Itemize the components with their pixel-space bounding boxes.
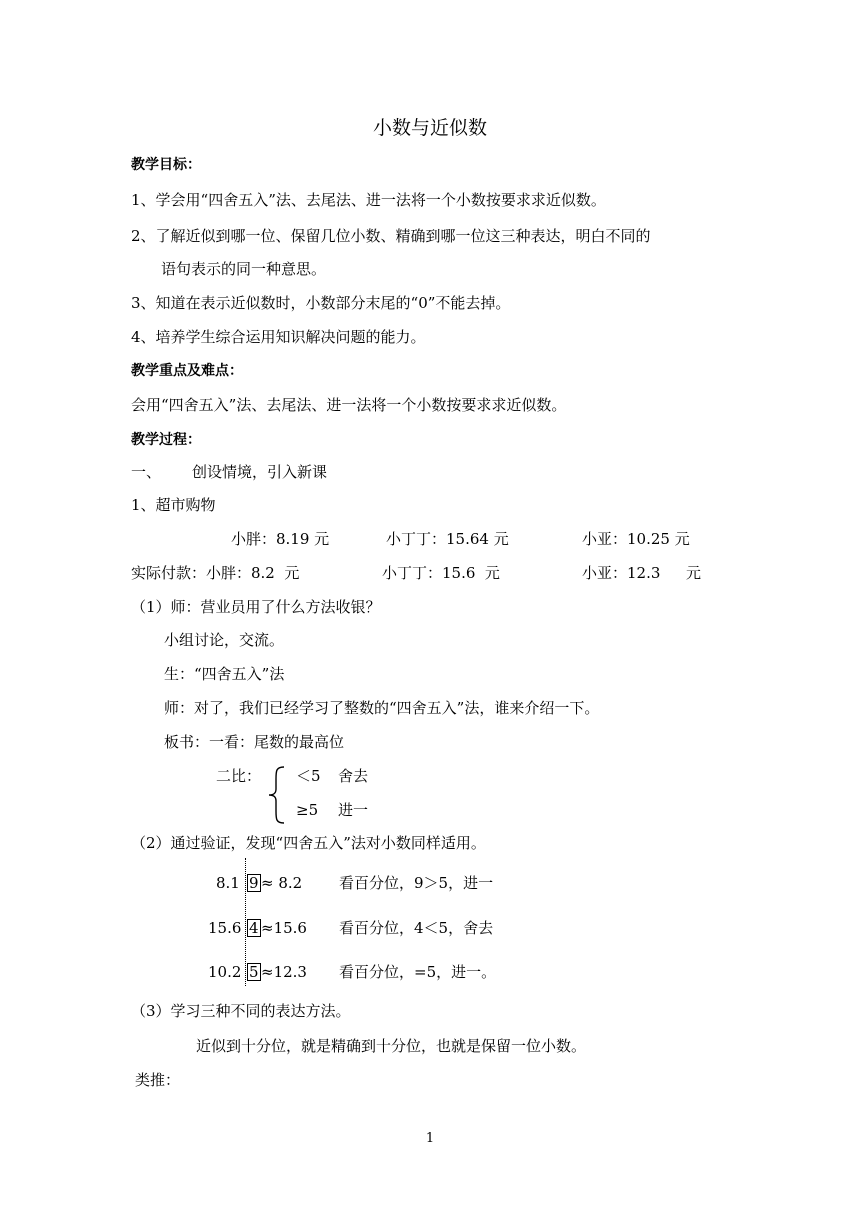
- question-3: （3）学习三种不同的表达方法。: [131, 1002, 351, 1020]
- paid-xiaodingding: 小丁丁：15.6 元: [382, 564, 500, 582]
- verify-row-3-digit: 5: [249, 963, 259, 981]
- verify-row-3-note: 看百分位，=5，进一。: [339, 963, 497, 981]
- section1-title: 创设情境，引入新课: [192, 463, 328, 481]
- paid-xiaopang: 实际付款：小胖：8.2 元: [131, 564, 300, 582]
- verify-row-1-note: 看百分位，9＞5，进一: [339, 874, 494, 892]
- objectives-heading: 教学目标：: [131, 157, 201, 173]
- keypoints-heading: 教学重点及难点：: [131, 363, 243, 379]
- paid-xiaoya: 小亚：12.3: [582, 564, 661, 582]
- q1-line-3: 师：对了，我们已经学习了整数的“四舍五入”法，谁来介绍一下。: [164, 699, 600, 717]
- process-heading: 教学过程：: [131, 432, 201, 448]
- verify-row-1-result: ≈ 8.2: [261, 874, 303, 892]
- objective-1: 1、学会用“四舍五入”法、去尾法、进一法将一个小数按要求求近似数。: [131, 191, 606, 209]
- compare-less: ＜5: [296, 767, 321, 785]
- verify-row-2-note: 看百分位，4＜5，舍去: [339, 919, 494, 937]
- objective-2: 2、了解近似到哪一位、保留几位小数、精确到哪一位这三种表达，明白不同的: [131, 227, 651, 245]
- q1-line-1: 小组讨论，交流。: [164, 631, 285, 649]
- verify-row-3-result: ≈12.3: [261, 963, 307, 981]
- section1-number: 一、: [131, 463, 162, 481]
- verify-row-2-result: ≈15.6: [261, 919, 307, 937]
- verify-row-2-digit: 4: [249, 919, 259, 937]
- objective-2-cont: 语句表示的同一种意思。: [161, 260, 327, 278]
- verify-row-2-left: 15.6: [208, 919, 242, 937]
- curly-brace-icon: [264, 765, 288, 825]
- price-xiaopang: 小胖：8.19 元: [231, 530, 330, 548]
- paid-xiaoya-unit: 元: [686, 564, 702, 582]
- q3-line: 近似到十分位，就是精确到十分位，也就是保留一位小数。: [196, 1037, 587, 1055]
- verify-row-3-left: 10.2: [208, 963, 242, 981]
- objective-4: 4、培养学生综合运用知识解决问题的能力。: [131, 328, 426, 346]
- keypoints-text: 会用“四舍五入”法、去尾法、进一法将一个小数按要求求近似数。: [131, 396, 567, 414]
- item1-heading: 1、超市购物: [131, 496, 216, 514]
- price-xiaodingding: 小丁丁：15.64 元: [386, 530, 509, 548]
- compare-ge: ≥5: [296, 801, 319, 819]
- q1-line-2: 生：“四舍五入”法: [164, 665, 285, 683]
- verify-row-1-left: 8.1: [216, 874, 240, 892]
- page-title: 小数与近似数: [372, 117, 487, 139]
- dotted-divider: [245, 858, 246, 986]
- compare-less-action: 舍去: [338, 767, 369, 785]
- analogy-label: 类推：: [135, 1071, 181, 1089]
- question-1: （1）师：营业员用了什么方法收银？: [131, 598, 381, 616]
- verify-row-1-digit: 9: [249, 874, 259, 892]
- compare-ge-action: 进一: [338, 801, 369, 819]
- page-number: 1: [425, 1131, 435, 1146]
- compare-label: 二比：: [216, 767, 262, 785]
- price-xiaoya: 小亚：10.25 元: [582, 530, 690, 548]
- question-2: （2）通过验证，发现“四舍五入”法对小数同样适用。: [131, 834, 486, 852]
- objective-3: 3、知道在表示近似数时，小数部分末尾的“0”不能去掉。: [131, 294, 511, 312]
- q1-line-4: 板书：一看：尾数的最高位: [164, 733, 345, 751]
